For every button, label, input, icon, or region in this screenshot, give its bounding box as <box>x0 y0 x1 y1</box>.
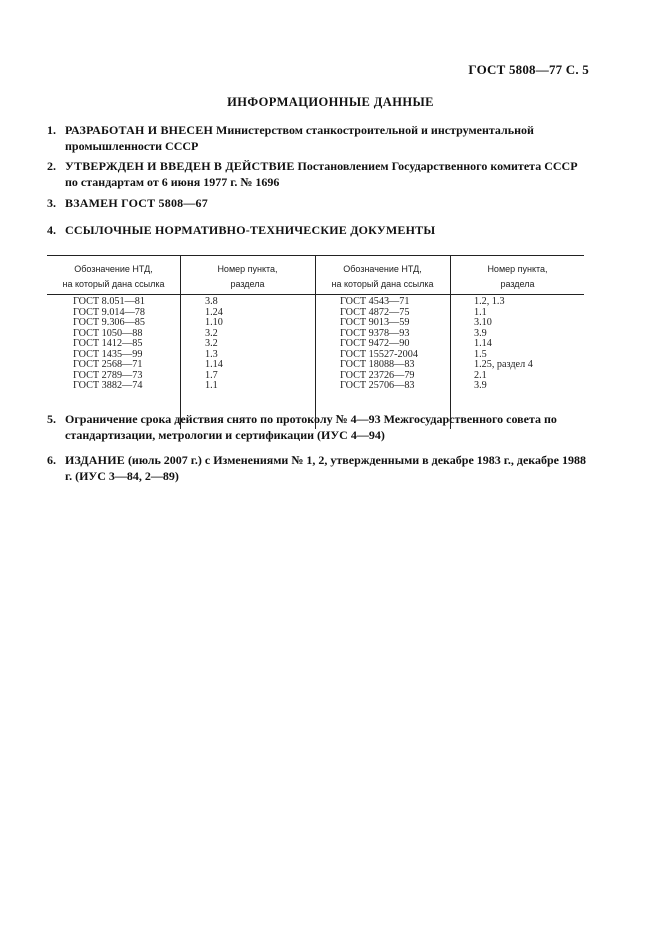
item-number: 5. <box>47 412 56 426</box>
page-header-doc-ref: ГОСТ 5808—77 С. 5 <box>468 62 589 77</box>
table-cell: ГОСТ 4543—71 <box>340 296 410 307</box>
table-header-section-1: Номер пункта, раздела <box>217 264 278 289</box>
table-column-doc-1 <box>73 297 145 392</box>
table-column-doc-2 <box>340 297 418 392</box>
table-header-doc-1: Обозначение НТД, на который дана ссылка <box>62 264 165 289</box>
info-item-4 <box>47 222 587 238</box>
item-number: 2. <box>47 159 56 173</box>
item-lead: ВЗАМЕН ГОСТ 5808—67 <box>65 196 208 210</box>
table-cell: 3.2 <box>205 338 218 349</box>
table-cell: 1.1 <box>205 380 218 391</box>
item-body <box>65 195 587 211</box>
item-lead: ИЗДАНИЕ <box>65 453 125 467</box>
table-cell: 1.5 <box>474 348 487 360</box>
table-column-section-2 <box>474 297 533 392</box>
item-lead: ССЫЛОЧНЫЕ НОРМАТИВНО-ТЕХНИЧЕСКИЕ ДОКУМЕНТЫ <box>65 223 436 237</box>
table-header-section-2: Номер пункта, раздела <box>487 264 548 289</box>
info-item-5 <box>47 411 587 443</box>
item-text: Министерством станкостроительной и инструментальной промышленности СССР <box>65 123 534 153</box>
reference-documents-table <box>47 255 584 427</box>
table-cell: ГОСТ 9378—93 <box>340 327 410 339</box>
table-cell: 2.1 <box>474 369 487 381</box>
item-body <box>65 411 587 443</box>
table-cell: 1.25, раздел 4 <box>474 359 533 370</box>
table-cell: ГОСТ 9472—90 <box>340 338 410 349</box>
table-cell: ГОСТ 1412—85 <box>73 338 143 349</box>
table-cell: 3.10 <box>474 317 492 328</box>
table-column-section-1 <box>205 297 223 392</box>
table-cell: 3.8 <box>205 296 218 307</box>
table-cell: ГОСТ 8.051—81 <box>73 296 145 307</box>
item-text: Ограничение срока действия снято по протоколу № 4—93 Межгосударственного совета по стандартизации, метрологии и сертификации (ИУС 4—94) <box>65 412 557 442</box>
table-cell: 1.24 <box>205 306 223 318</box>
table-cell: 1.2, 1.3 <box>474 296 505 307</box>
table-header-doc-2: Обозначение НТД, на который дана ссылка <box>331 264 434 289</box>
table-cell: 3.9 <box>474 380 487 391</box>
section-title: ИНФОРМАЦИОННЫЕ ДАННЫЕ <box>227 95 434 109</box>
info-item-3 <box>47 195 587 211</box>
table-cell: ГОСТ 15527-2004 <box>340 348 418 360</box>
table-cell: ГОСТ 9.014—78 <box>73 306 145 318</box>
table-cell: 1.14 <box>474 338 492 349</box>
table-cell: ГОСТ 4872—75 <box>340 306 410 318</box>
item-body <box>65 122 587 154</box>
item-number: 3. <box>47 196 56 210</box>
table-cell: ГОСТ 1050—88 <box>73 327 143 339</box>
item-number: 6. <box>47 453 56 467</box>
table-cell: ГОСТ 2789—73 <box>73 369 143 381</box>
table-cell: ГОСТ 25706—83 <box>340 380 415 391</box>
table-cell: ГОСТ 3882—74 <box>73 380 143 391</box>
table-cell: ГОСТ 2568—71 <box>73 359 143 370</box>
item-text: (июль 2007 г.) с Изменениями № 1, 2, утвержденными в декабре 1983 г., декабре 1988 г. (ИУС 3—84, 2—89) <box>65 453 586 483</box>
table-cell: 3.9 <box>474 327 487 339</box>
table-cell: 3.2 <box>205 327 218 339</box>
item-body <box>65 158 587 190</box>
item-body <box>65 452 587 484</box>
info-item-1 <box>47 122 587 154</box>
item-number: 1. <box>47 123 56 137</box>
table-cell: ГОСТ 1435—99 <box>73 348 143 360</box>
table-cell: 1.1 <box>474 306 487 318</box>
table-cell: 1.10 <box>205 317 223 328</box>
table-cell: ГОСТ 9013—59 <box>340 317 410 328</box>
table-cell: 1.7 <box>205 369 218 381</box>
item-lead: УТВЕРЖДЕН И ВВЕДЕН В ДЕЙСТВИЕ <box>65 159 295 173</box>
table-cell: ГОСТ 9.306—85 <box>73 317 145 328</box>
item-lead: РАЗРАБОТАН И ВНЕСЕН <box>65 123 214 137</box>
item-body <box>65 222 587 238</box>
item-number: 4. <box>47 223 56 237</box>
table-cell: ГОСТ 23726—79 <box>340 369 415 381</box>
info-item-6 <box>47 452 587 484</box>
item-text: Постановлением Государственного комитета СССР по стандартам от 6 июня 1977 г. № 1696 <box>65 159 578 189</box>
info-item-2 <box>47 158 587 190</box>
table-cell: 1.3 <box>205 348 218 360</box>
table-cell: 1.14 <box>205 359 223 370</box>
table-cell: ГОСТ 18088—83 <box>340 359 415 370</box>
